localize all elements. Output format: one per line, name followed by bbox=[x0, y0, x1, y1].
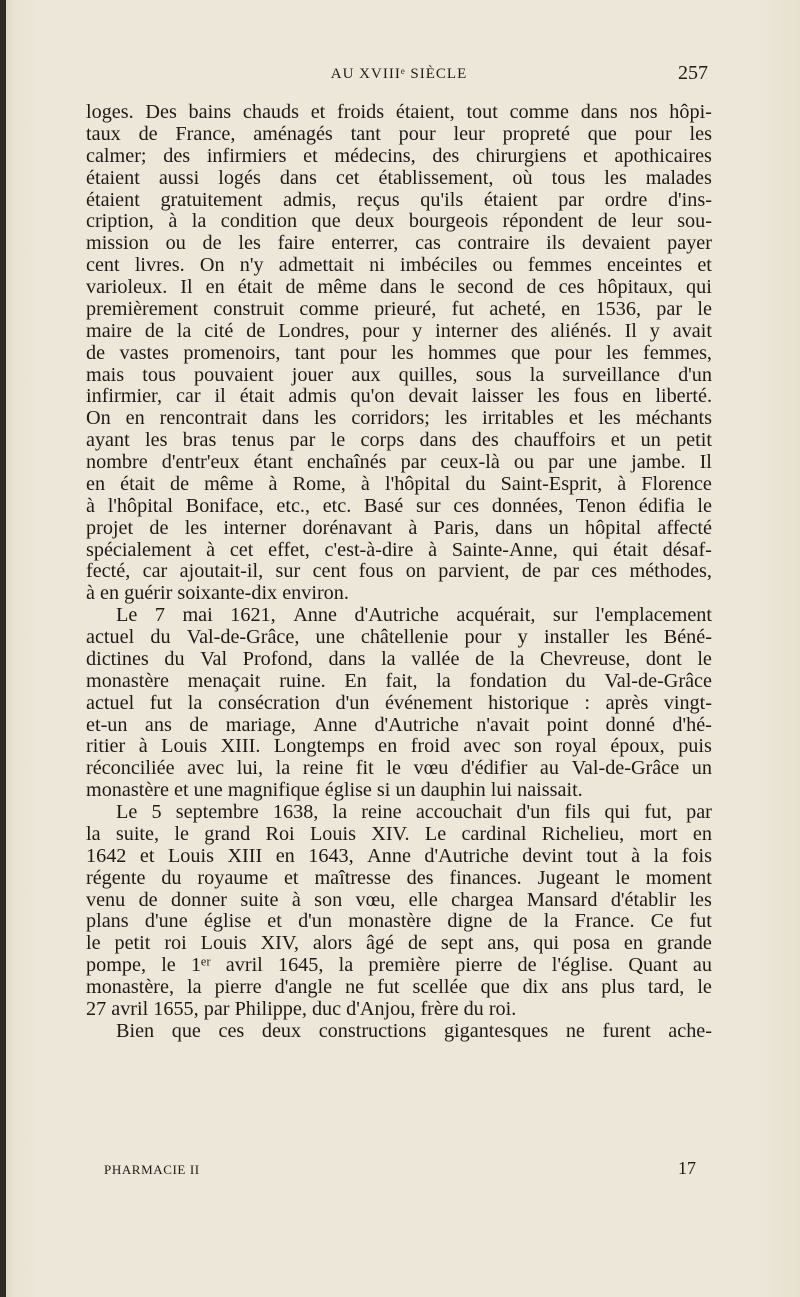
text-line: cription, à la condition que deux bourgeois répondent de leur sou- bbox=[86, 210, 712, 233]
text-line: pompe, le 1ᵉʳ avril 1645, la première pierre de l'église. Quant au bbox=[86, 954, 712, 977]
text-line: 1642 et Louis XIII en 1643, Anne d'Autriche devint tout à la fois bbox=[86, 844, 712, 867]
text-line: de vastes promenoirs, tant pour les hommes que pour les femmes, bbox=[86, 341, 712, 364]
text-line: étaient gratuitement admis, reçus qu'ils étaient par ordre d'ins- bbox=[86, 188, 712, 211]
text-line: monastère menaçait ruine. En fait, la fondation du Val-de-Grâce bbox=[86, 669, 712, 692]
body-text bbox=[86, 102, 712, 1043]
text-line: monastère et une magnifique église si un dauphin lui naissait. bbox=[86, 779, 583, 802]
text-line: projet de les interner dorénavant à Paris, dans un hôpital affecté bbox=[86, 516, 712, 539]
text-line: cent livres. On n'y admettait ni imbéciles ou femmes enceintes et bbox=[86, 254, 712, 277]
text-line: nombre d'entr'eux étant enchaînés par ceux-là ou par une jambe. Il bbox=[86, 451, 712, 473]
text-line: Le 5 septembre 1638, la reine accouchait d'un fils qui fut, par bbox=[116, 801, 712, 823]
text-line: plans d'une église et d'un monastère digne de la France. Ce fut bbox=[86, 910, 712, 933]
text-line: à l'hôpital Boniface, etc., etc. Basé sur ces données, Tenon édifia le bbox=[86, 494, 712, 517]
text-line: actuel du Val-de-Grâce, une châtellenie pour y installer les Béné- bbox=[86, 626, 712, 648]
text-line: la suite, le grand Roi Louis XIV. Le cardinal Richelieu, mort en bbox=[86, 822, 712, 845]
signature-mark: PHARMACIE II bbox=[104, 1162, 200, 1177]
text-line: le petit roi Louis XIV, alors âgé de sept ans, qui posa en grande bbox=[86, 932, 712, 955]
page-spine-edge bbox=[0, 0, 6, 1297]
text-line: dictines du Val Profond, dans la vallée de la Chevreuse, dont le bbox=[86, 647, 712, 670]
text-line: Bien que ces deux constructions gigantesques ne furent ache- bbox=[116, 1019, 712, 1042]
text-line: loges. Des bains chauds et froids étaient, tout comme dans nos hôpi- bbox=[86, 101, 712, 123]
text-line: premièrement construit comme prieuré, fut acheté, en 1536, par le bbox=[86, 297, 712, 320]
text-line: taux de France, aménagés tant pour leur propreté que pour les bbox=[86, 122, 712, 145]
text-line: actuel fut la consécration d'un événement historique : après vingt- bbox=[86, 691, 712, 714]
text-line: étaient aussi logés dans cet établissement, où tous les malades bbox=[86, 166, 712, 189]
text-line: varioleux. Il en était de même dans le second de ces hôpitaux, qui bbox=[86, 276, 712, 298]
text-line: monastère, la pierre d'angle ne fut scellée que dix ans plus tard, le bbox=[86, 976, 712, 998]
text-line: réconciliée avec lui, la reine fit le vœu d'édifier au Val-de-Grâce un bbox=[86, 757, 712, 780]
text-line: venu de donner suite à son vœu, elle chargea Mansard d'établir les bbox=[86, 888, 712, 911]
running-title: AU XVIIIᵉ SIÈCLE bbox=[330, 66, 468, 82]
text-line: mais tous pouvaient jouer aux quilles, sous la surveillance d'un bbox=[86, 363, 712, 386]
signature-number: 17 bbox=[678, 1158, 696, 1178]
text-line: fecté, car ajoutait-il, sur cent fous on parvient, de par ces méthodes, bbox=[86, 560, 712, 583]
text-line: régente du royaume et maîtresse des finances. Jugeant le moment bbox=[86, 866, 712, 889]
text-line: ritier à Louis XIII. Longtemps en froid avec son royal époux, puis bbox=[86, 735, 712, 758]
text-line: maire de la cité de Londres, pour y interner des aliénés. Il y avait bbox=[86, 319, 712, 342]
text-line: à en guérir soixante-dix environ. bbox=[86, 582, 349, 605]
text-line: ayant les bras tenus par le corps dans des chauffoirs et un petit bbox=[86, 429, 712, 452]
running-head bbox=[90, 62, 708, 86]
text-line: Le 7 mai 1621, Anne d'Autriche acquérait, sur l'emplacement bbox=[116, 604, 712, 627]
text-line: 27 avril 1655, par Philippe, duc d'Anjou, frère du roi. bbox=[86, 997, 517, 1020]
page-footer bbox=[104, 1158, 696, 1180]
text-line: spécialement à cet effet, c'est-à-dire à Sainte-Anne, qui était désaf- bbox=[86, 538, 712, 561]
text-line: et-un ans de mariage, Anne d'Autriche n'avait point donné d'hé- bbox=[86, 713, 712, 736]
page-number: 257 bbox=[678, 62, 708, 84]
text-line: infirmier, car il était admis qu'on devait laisser les fous en liberté. bbox=[86, 385, 712, 408]
text-line: On en rencontrait dans les corridors; les irritables et les méchants bbox=[86, 407, 712, 430]
text-line: mission ou de les faire enterrer, cas contraire ils devaient payer bbox=[86, 232, 712, 255]
text-line: calmer; des infirmiers et médecins, des chirurgiens et apothicaires bbox=[86, 144, 712, 167]
text-line: en était de même à Rome, à l'hôpital du Saint-Esprit, à Florence bbox=[86, 472, 712, 495]
